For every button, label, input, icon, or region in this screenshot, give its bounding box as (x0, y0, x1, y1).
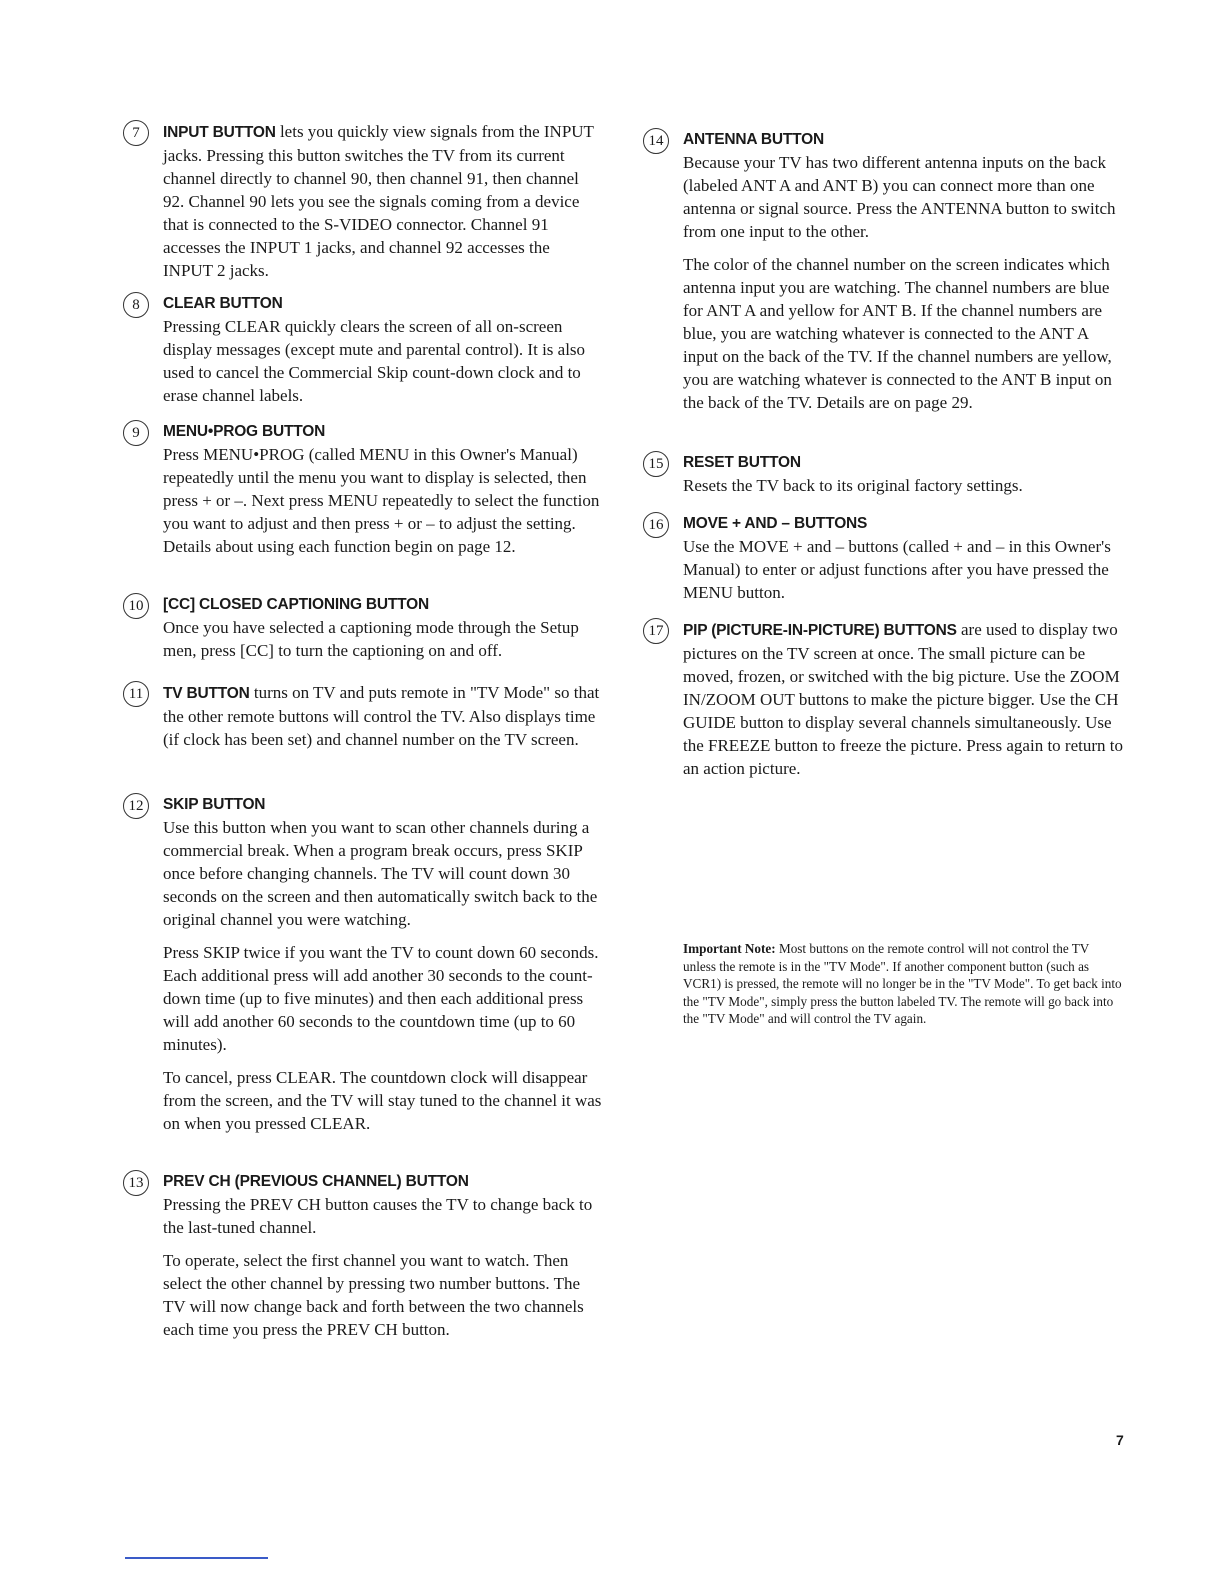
item-heading: SKIP BUTTON (163, 796, 266, 813)
circled-number: 11 (123, 681, 149, 707)
item-paragraph (163, 292, 603, 407)
item-paragraph (163, 420, 603, 558)
footer-rule (125, 1557, 268, 1559)
item-17 (648, 618, 1123, 790)
paragraph-text: are used to display two pictures on the TV screen at once. The small picture can be moved, frozen, or switched with the big picture. Use the ZOOM IN/ZOOM OUT buttons to make the picture bigger. Use the CH GUIDE button to display several channels simultaneously. Use the FREEZE button to freeze the picture. Press again to return to an action picture. (683, 620, 1123, 778)
item-heading: INPUT BUTTON (163, 124, 276, 141)
item-8 (132, 292, 603, 417)
circled-number: 17 (643, 618, 669, 644)
important-note (683, 940, 1123, 1028)
item-paragraph (163, 681, 603, 751)
item-paragraph (163, 593, 603, 662)
item-heading: PREV CH (PREVIOUS CHANNEL) BUTTON (163, 1173, 469, 1190)
circled-number: 8 (123, 292, 149, 318)
item-paragraph (163, 1170, 603, 1239)
paragraph-text: lets you quickly view signals from the INPUT jacks. Pressing this button switches the TV from its current channel directly to channel 90, then channel 91, then channel 92. Channel 90 lets you see the signals coming from a device that is connected to the S-VIDEO connector. Channel 91 accesses the INPUT 1 jacks, and channel 92 accesses the INPUT 2 jacks. (163, 122, 594, 280)
item-10 (128, 593, 603, 672)
circled-number: 15 (643, 451, 669, 477)
circled-number: 16 (643, 512, 669, 538)
circled-number: 13 (123, 1170, 149, 1196)
paragraph-text: turns on TV and puts remote in "TV Mode" so that the other remote buttons will control the TV. Also displays time (if clock has been set) and channel number on the TV screen. (163, 683, 600, 749)
item-9 (132, 420, 603, 568)
item-7 (132, 120, 603, 292)
circled-number: 7 (123, 120, 149, 146)
note-label: Important Note: (683, 941, 776, 956)
circled-number: 12 (123, 793, 149, 819)
item-heading: MOVE + AND – BUTTONS (683, 515, 868, 532)
item-14 (648, 128, 1123, 424)
item-heading: RESET BUTTON (683, 454, 801, 471)
item-heading: MENU•PROG BUTTON (163, 423, 326, 440)
item-paragraph (683, 451, 1123, 497)
paragraph-text: Press MENU•PROG (called MENU in this Owner's Manual) repeatedly until the menu you want to display is selected, then press + or –. Next press MENU repeatedly to select the function you want to adjust and then press + or – to adjust the setting. Details about using each function begin on page 12. (163, 445, 600, 556)
item-heading: TV BUTTON (163, 685, 250, 702)
paragraph-text: To cancel, press CLEAR. The countdown clock will disappear from the screen, and the TV will stay tuned to the channel it was on when you pressed CLEAR. (163, 1068, 602, 1133)
item-11 (128, 681, 603, 761)
paragraph-text: Use the MOVE + and – buttons (called + and – in this Owner's Manual) to enter or adjust functions after you have pressed the MENU button. (683, 537, 1111, 602)
paragraph-text: The color of the channel number on the screen indicates which antenna input you are watching. The channel numbers are blue for ANT A and yellow for ANT B. If the channel numbers are blue, you are watching whatever is connected to the ANT A input on the back of the TV. If the channel numbers are yellow, you are watching whatever is connected to the ANT B input on the back of the TV. Details are on page 29. (683, 255, 1112, 412)
item-paragraph (683, 128, 1123, 243)
item-paragraph (683, 512, 1123, 604)
paragraph-text: Because your TV has two different antenna inputs on the back (labeled ANT A and ANT B) you can connect more than one antenna or signal source. Press the ANTENNA button to switch from one input to the other. (683, 153, 1116, 241)
paragraph-text: Resets the TV back to its original factory settings. (683, 476, 1023, 495)
item-heading: PIP (PICTURE-IN-PICTURE) BUTTONS (683, 622, 957, 639)
paragraph-text: Press SKIP twice if you want the TV to count down 60 seconds. Each additional press will add another 30 seconds to the count-down time (up to five minutes) and then each additional press will add another 60 seconds to the countdown time (up to 60 minutes). (163, 943, 599, 1054)
circled-number: 9 (123, 420, 149, 446)
item-12 (128, 793, 603, 1145)
item-13 (128, 1170, 603, 1351)
item-15 (648, 451, 1123, 507)
note-text: Most buttons on the remote control will not control the TV unless the remote is in the "TV Mode". If another component button (such as VCR1) is pressed, the remote will no longer be in the "TV Mode". To get back into the "TV Mode", simply press the button labeled TV. The remote will go back into the "TV Mode" and will control the TV again. (683, 941, 1122, 1026)
item-heading: CLEAR BUTTON (163, 295, 283, 312)
item-16 (648, 512, 1123, 614)
item-heading: [CC] CLOSED CAPTIONING BUTTON (163, 596, 430, 613)
item-paragraph (683, 253, 1123, 414)
circled-number: 10 (123, 593, 149, 619)
item-paragraph (683, 618, 1123, 780)
paragraph-text: Once you have selected a captioning mode through the Setup men, press [CC] to turn the captioning on and off. (163, 618, 579, 660)
page-number: 7 (1116, 1432, 1124, 1448)
item-paragraph (163, 120, 603, 282)
paragraph-text: Pressing CLEAR quickly clears the screen of all on-screen display messages (except mute and parental control). It is also used to cancel the Commercial Skip count-down clock and to erase channel labels. (163, 317, 586, 405)
circled-number: 14 (643, 128, 669, 154)
paragraph-text: Pressing the PREV CH button causes the TV to change back to the last-tuned channel. (163, 1195, 593, 1237)
paragraph-text: To operate, select the first channel you want to watch. Then select the other channel by pressing two number buttons. The TV will now change back and forth between the two channels each time you press the PREV CH button. (163, 1251, 584, 1339)
item-paragraph (163, 1249, 603, 1341)
item-heading: ANTENNA BUTTON (683, 131, 824, 148)
item-paragraph (163, 941, 603, 1056)
item-paragraph (163, 793, 603, 931)
paragraph-text: Use this button when you want to scan other channels during a commercial break. When a program break occurs, press SKIP once before changing channels. The TV will count down 30 seconds on the screen and then automatically switch back to the original channel you were watching. (163, 818, 598, 929)
item-paragraph (163, 1066, 603, 1135)
